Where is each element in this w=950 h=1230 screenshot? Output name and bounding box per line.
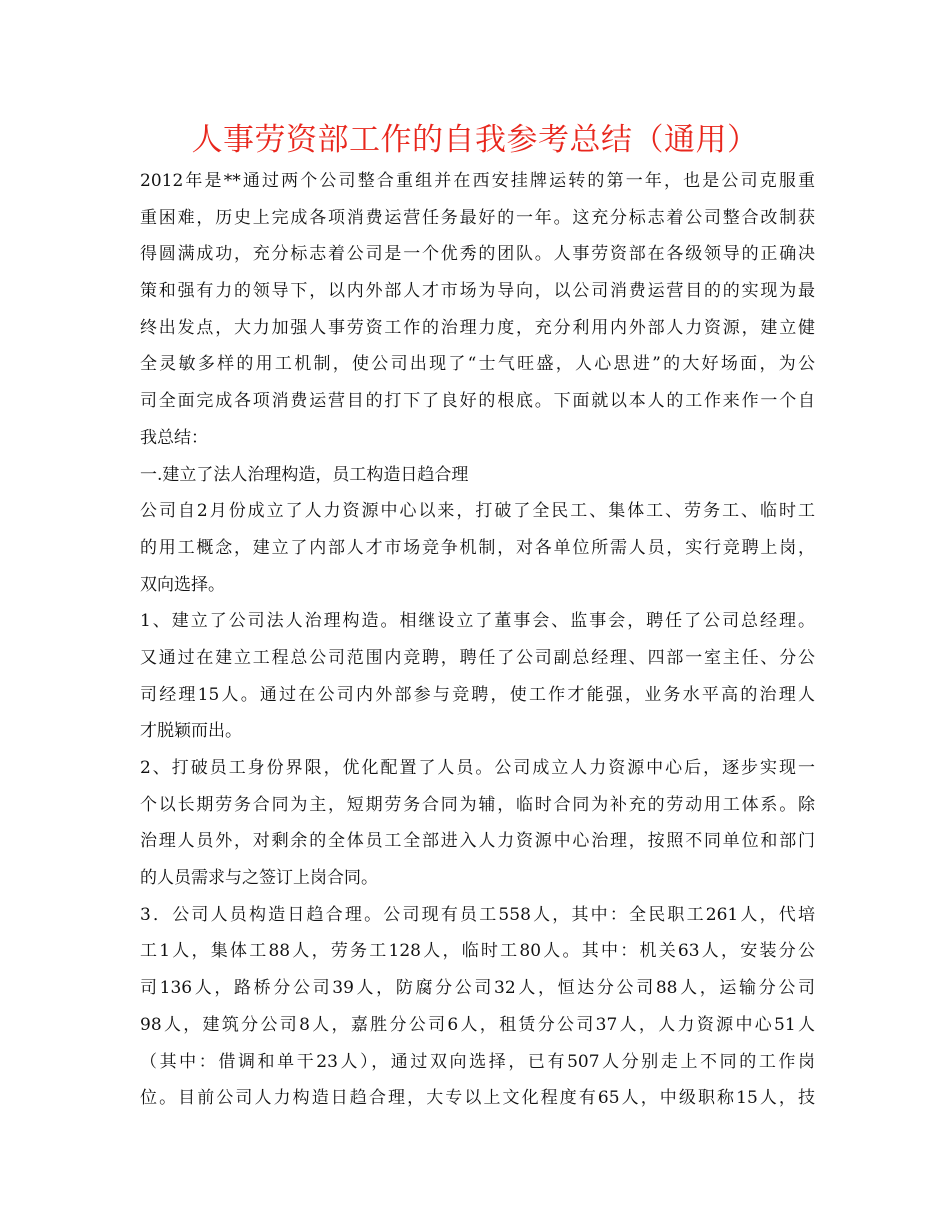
body-line: 得圆满成功，充分标志着公司是一个优秀的团队。人事劳资部在各级领导的正确决 [140, 244, 815, 265]
body-line: 重困难，历史上完成各项消费运营任务最好的一年。这充分标志着公司整合改制获 [140, 207, 815, 228]
body-line: 又通过在建立工程总公司范围内竞聘，聘任了公司副总经理、四部一室主任、分公 [140, 647, 815, 668]
body-line: 终出发点，大力加强人事劳资工作的治理力度，充分利用内外部人力资源，建立健 [140, 317, 815, 338]
body-line: 位。目前公司人力构造日趋合理，大专以上文化程度有65人，中级职称15人，技 [140, 1088, 815, 1109]
body-line: 2012年是**通过两个公司整合重组并在西安挂牌运转的第一年，也是公司克服重 [140, 171, 815, 191]
body-line: 工1人，集体工88人，劳务工128人，临时工80人。其中：机关63人，安装分公 [140, 941, 815, 962]
body-line: 策和强有力的领导下，以内外部人才市场为导向，以公司消费运营目的的实现为最 [140, 281, 815, 302]
body-line: 司经理15人。通过在公司内外部参与竞聘，使工作才能强，业务水平高的治理人 [140, 684, 815, 705]
body-line: 才脱颖而出。 [140, 721, 242, 742]
body-line: 司136人，路桥分公司39人，防腐分公司32人，恒达分公司88人，运输分公司 [140, 978, 815, 999]
body-line: 司全面完成各项消费运营目的打下了良好的根底。下面就以本人的工作来作一个自 [140, 391, 815, 412]
body-line: （其中：借调和单干23人），通过双向选择，已有507人分别走上不同的工作岗 [140, 1051, 815, 1072]
document-body [140, 163, 815, 1117]
body-line: 1、建立了公司法人治理构造。相继设立了董事会、监事会，聘任了公司总经理。 [140, 611, 815, 632]
body-line: 2、打破员工身份界限，优化配置了人员。公司成立人力资源中心后，逐步实现一 [140, 758, 815, 778]
section-heading: 一.建立了法人治理构造，员工构造日趋合理 [140, 464, 469, 485]
body-line: 双向选择。 [140, 574, 225, 595]
body-line: 治理人员外，对剩余的全体员工全部进入人力资源中心治理，按照不同单位和部门 [140, 831, 815, 852]
body-line: 的用工概念，建立了内部人才市场竞争机制，对各单位所需人员，实行竞聘上岗， [140, 537, 815, 558]
document-title: 人事劳资部工作的自我参考总结（通用） [191, 122, 759, 158]
body-line: 我总结： [140, 427, 208, 448]
body-line: 个以长期劳务合同为主，短期劳务合同为辅，临时合同为补充的劳动用工体系。除 [140, 794, 815, 815]
body-line: 98人，建筑分公司8人，嘉胜分公司6人，租赁分公司37人，人力资源中心51人 [140, 1014, 815, 1035]
body-line: 3．公司人员构造日趋合理。公司现有员工558人，其中：全民职工261人，代培 [140, 904, 815, 925]
body-line: 公司自2月份成立了人力资源中心以来，打破了全民工、集体工、劳务工、临时工 [140, 501, 815, 522]
body-line: 的人员需求与之签订上岗合同。 [140, 868, 378, 889]
body-line: 全灵敏多样的用工机制，使公司出现了“士气旺盛，人心思进”的大好场面，为公 [140, 354, 815, 375]
